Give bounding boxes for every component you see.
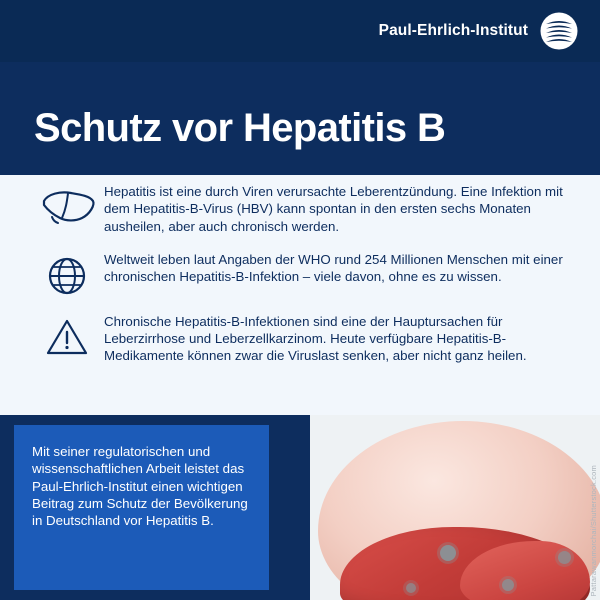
logo-text: Paul-Ehrlich-Institut [378, 22, 528, 39]
callout-box [14, 425, 269, 590]
liver-icon [30, 175, 104, 227]
header-bar [0, 0, 600, 62]
globe-icon [30, 243, 104, 297]
virus-particle-icon [440, 545, 456, 561]
lower-section [0, 415, 600, 600]
liver-virus-illustration [310, 415, 600, 600]
warning-triangle-icon [30, 305, 104, 357]
photo-credit: Pattarawanmorchai/Shutterstock.com [589, 464, 598, 596]
institute-logo [379, 12, 578, 50]
fact-text: Hepatitis ist eine durch Viren verursachte Leberentzündung. Eine Infektion mit dem Hepatitis-B-Virus (HBV) kann spontan in den ersten sechs Monaten ausheilen, aber auch chronisch werden. [104, 184, 563, 234]
facts-list [0, 175, 600, 365]
page-title: Schutz vor Hepatitis B [34, 106, 446, 150]
fact-text: Chronische Hepatitis-B-Infektionen sind eine der Hauptursachen für Leberzirrhose und Leberzellkarzinom. Heute verfügbare Hepatitis-B-Medikamente können zwar die Viruslast senken, aber nicht ganz heilen. [104, 313, 527, 364]
callout-text: Mit seiner regulatorischen und wissenschaftlichen Arbeit leistet das Paul-Ehrlich-Institut einen wichtigen Beitrag zum Schutz der Bevölkerung in Deutschland vor Hepatitis B. [32, 444, 248, 529]
list-item [0, 175, 600, 235]
list-item [0, 243, 600, 297]
virus-particle-icon [406, 583, 416, 593]
virus-particle-icon [558, 551, 571, 564]
pei-wave-mark-icon [540, 12, 578, 50]
facts-panel [0, 175, 600, 415]
virus-particle-icon [502, 579, 514, 591]
list-item [0, 305, 600, 365]
fact-text: Weltweit leben laut Angaben der WHO rund 254 Millionen Menschen mit einer chronischen Hepatitis-B-Infektion – viele davon, ohne es zu wissen. [104, 251, 563, 285]
